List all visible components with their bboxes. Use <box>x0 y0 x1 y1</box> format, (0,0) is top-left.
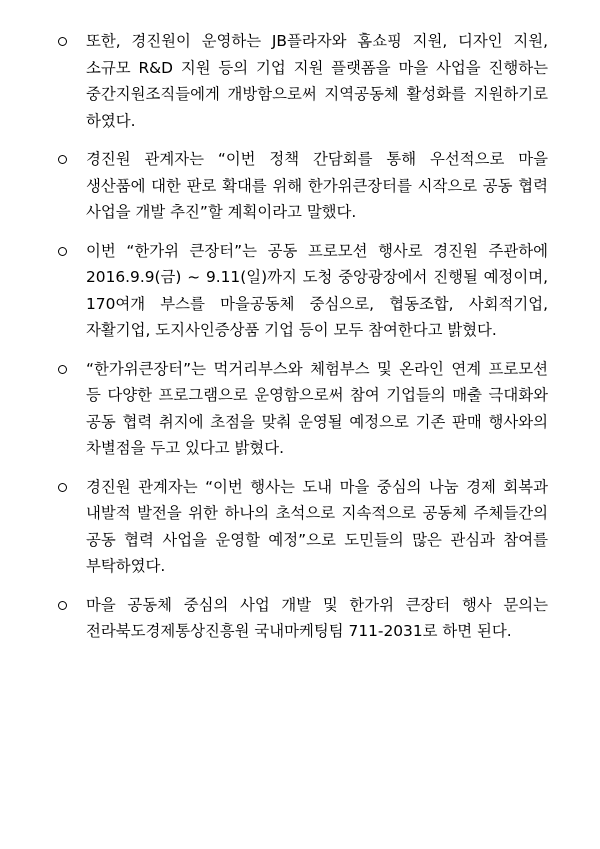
paragraph-text: 또한, 경진원이 운영하는 JB플라자와 홈쇼핑 지원, 디자인 지원, 소규모 R&D 지원 등의 기업 지원 플랫폼을 마을 사업을 진행하는 중간지원조직들에게 개방함으로써 지역공동체 활성화를 지원하기로 하였다. <box>86 32 548 130</box>
paragraph-text: 마을 공동체 중심의 사업 개발 및 한가위 큰장터 행사 문의는 전라북도경제통상진흥원 국내마케팅팀 711-2031로 하면 된다. <box>86 595 548 640</box>
circle-bullet-icon <box>58 483 67 492</box>
circle-bullet-icon <box>58 365 67 374</box>
bullet-list <box>58 28 548 657</box>
paragraph-text: “한가위큰장터”는 먹거리부스와 체험부스 및 온라인 연계 프로모션 등 다양한 프로그램으로 운영함으로써 참여 기업들의 매출 극대화와 공동 협력 취지에 초점을 맞춰 운영될 예정으로 기존 판매 행사와의 차별점을 두고 있다고 밝혔다. <box>86 359 548 457</box>
paragraph-text: 경진원 관계자는 “이번 행사는 도내 마을 중심의 나눔 경제 회복과 내발적 발전을 위한 하나의 초석으로 지속적으로 공동체 주체들간의 공동 협력 사업을 운영할 예정”으로 도민들의 많은 관심과 참여를 부탁하였다. <box>86 477 548 575</box>
bullet-paragraph <box>58 146 548 226</box>
circle-bullet-icon <box>58 247 67 256</box>
bullet-paragraph <box>58 592 548 645</box>
circle-bullet-icon <box>58 37 67 46</box>
bullet-paragraph <box>58 238 548 344</box>
paragraph-text: 경진원 관계자는 “이번 정책 간담회를 통해 우선적으로 마을 생산품에 대한 판로 확대를 위해 한가위큰장터를 시작으로 공동 협력 사업을 개발 추진”할 계획이라고 말했다. <box>86 150 548 221</box>
circle-bullet-icon <box>58 601 67 610</box>
paragraph-text: 이번 “한가위 큰장터”는 공동 프로모션 행사로 경진원 주관하에 2016.9.9(금) ~ 9.11(일)까지 도청 중앙광장에서 진행될 예정이며, 170여개 부스를 마을공동체 중심으로, 협동조합, 사회적기업, 자활기업, 도지사인증상품 기업 등이 모두 참여한다고 밝혔다. <box>86 241 548 339</box>
bullet-paragraph <box>58 28 548 134</box>
bullet-paragraph <box>58 474 548 580</box>
bullet-paragraph <box>58 356 548 462</box>
circle-bullet-icon <box>58 155 67 164</box>
